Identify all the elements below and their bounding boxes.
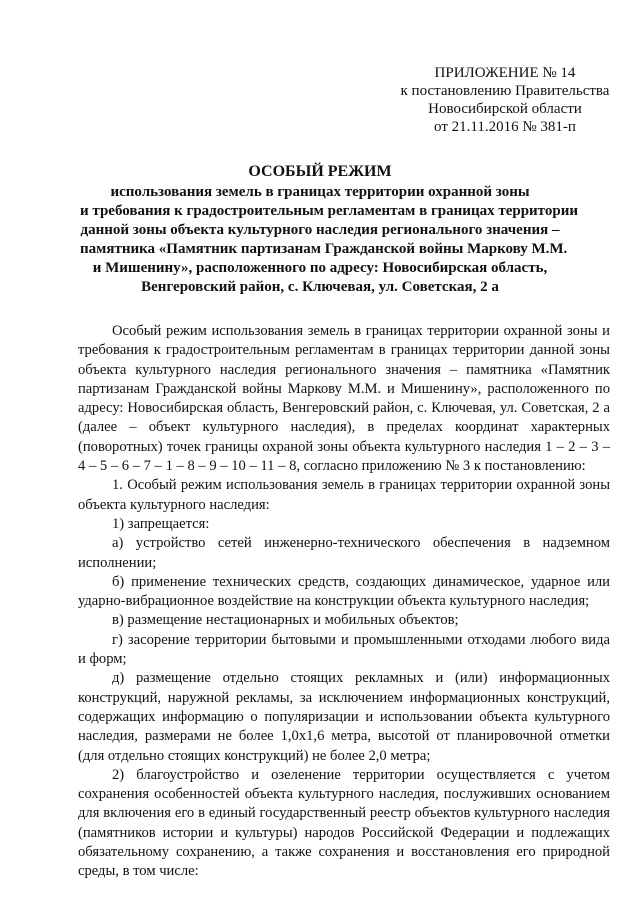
item-1-prohibited: 1) запрещается: — [112, 515, 210, 532]
title-line: Венгеровский район, с. Ключевая, ул. Советская, 2 а — [141, 279, 499, 295]
item-v: в) размещение нестационарных и мобильных объектов; — [112, 612, 459, 629]
item-d: д) размещение отдельно стоящих рекламных и (или) информационных конструкций, наружной рекламы, за исключением информационных конструкций, содержащих информацию о популяризации и использовании объекта культурного наследия, размерами не более 1,0х1,6 метра, высотой от планировочной отметки (для отдельно стоящих конструкций) не более 2,0 метра; — [78, 670, 610, 764]
item-2-landscaping: 2) благоустройство и озеленение территории осуществляется с учетом сохранения особенностей объекта культурного наследия, послуживших основанием для включения его в единый государственный реестр объектов культурного наследия (памятников истории и культуры) народов Российской Федерации и подлежащих обязательному сохранению, а также сохранения и восстановления его природной среды, в том числе: — [78, 766, 610, 880]
appendix-reference: к постановлению Правительства — [400, 83, 610, 99]
title-line: и Мишенину», расположенного по адресу: Новосибирская область, — [92, 260, 548, 276]
title-main: ОСОБЫЙ РЕЖИМ — [248, 163, 392, 180]
title-line: данной зоны объекта культурного наследия регионального значения – — [80, 222, 560, 238]
section-1-heading: 1. Особый режим использования земель в границах территории охранной зоны объекта культурного наследия: — [78, 477, 610, 513]
item-b: б) применение технических средств, создающих динамическое, ударное или ударно-вибрационное воздействие на конструкции объекта культурного наследия; — [78, 573, 610, 610]
item-g: г) засорение территории бытовыми и промышленными отходами любого вида и форм; — [78, 631, 610, 668]
title-line: использования земель в границах территории охранной зоны — [110, 184, 530, 200]
appendix-number: ПРИЛОЖЕНИЕ № 14 — [434, 65, 576, 81]
title-line: и требования к градостроительным регламентам в границах территории — [80, 203, 578, 219]
appendix-region: Новосибирской области — [428, 101, 582, 117]
item-a: а) устройство сетей инженерно-технического обеспечения в надземном исполнении; — [78, 535, 610, 571]
document-body — [78, 322, 610, 882]
appendix-header — [380, 64, 630, 136]
appendix-date: от 21.11.2016 № 381-п — [434, 119, 576, 135]
intro-paragraph: Особый режим использования земель в границах территории охранной зоны и требования к градостроительным регламентам в границах территории данной зоны объекта культурного наследия регионального значения – памятника «Памятник партизанам Гражданской войны Маркову М.М. и Мишенину», расположенного по адресу: Новосибирская область, Венгеровский район, с. Ключевая, ул. Советская, 2 а (далее – объект культурного наследия), в пределах координат характерных (поворотных) точек границы охраной зоны объекта культурного наследия 1 – 2 – 3 – 4 – 5 – 6 – 7 – 1 – 8 – 9 – 10 – 11 – 8, согласно приложению № 3 к постановлению: — [78, 323, 610, 475]
title-line: памятника «Памятник партизанам Гражданской войны Маркову М.М. — [80, 241, 568, 257]
document-title — [80, 162, 578, 297]
